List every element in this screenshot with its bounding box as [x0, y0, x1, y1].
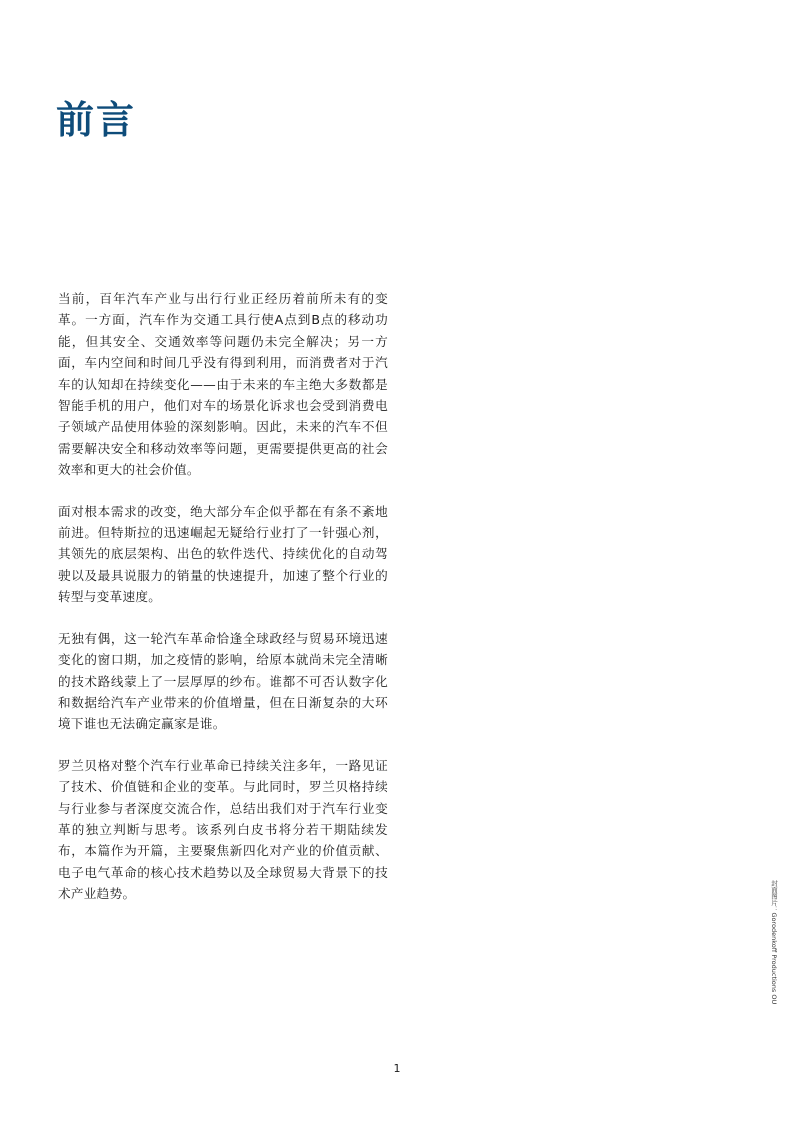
paragraph-3: 无独有偶，这一轮汽车革命恰逢全球政经与贸易环境迅速变化的窗口期，加之疫情的影响，给原本就尚未完全清晰的技术路线蒙上了一层厚厚的纱布。谁都不可否认数字化和数据给汽车产业带来的价值增量，但在日渐复杂的大环境下谁也无法确定赢家是谁。: [58, 630, 388, 732]
paragraph-2: 面对根本需求的改变，绝大部分车企似乎都在有条不紊地前进。但特斯拉的迅速崛起无疑给行业打了一针强心剂，其领先的底层架构、出色的软件迭代、持续优化的自动驾驶以及最具说服力的销量的快速提升，加速了整个行业的转型与变革速度。: [58, 503, 388, 605]
photo-credit: 封面图片：Gorodenkoff Productions OU: [770, 880, 778, 1005]
paragraph-4: 罗兰贝格对整个汽车行业革命已持续关注多年，一路见证了技术、价值链和企业的变革。与此同时，罗兰贝格持续与行业参与者深度交流合作，总结出我们对于汽车行业变革的独立判断与思考。该系列白皮书将分若干期陆续发布，本篇作为开篇，主要聚焦新四化对产业的价值贡献、电子电气革命的核心技术趋势以及全球贸易大背景下的技术产业趋势。: [58, 757, 388, 902]
page-title: 前言: [56, 98, 137, 142]
page-number: 1: [393, 1062, 401, 1075]
body-text: [58, 288, 388, 925]
paragraph-1: 当前，百年汽车产业与出行行业正经历着前所未有的变革。一方面，汽车作为交通工具行使A点到B点的移动功能，但其安全、交通效率等问题仍未完全解决；另一方面，车内空间和时间几乎没有得到利用，而消费者对于汽车的认知却在持续变化——由于未来的车主绝大多数都是智能手机的用户，他们对车的场景化诉求也会受到消费电子领域产品使用体验的深刻影响。因此，未来的汽车不但需要解决安全和移动效率等问题，更需要提供更高的社会效率和更大的社会价值。: [58, 291, 388, 478]
